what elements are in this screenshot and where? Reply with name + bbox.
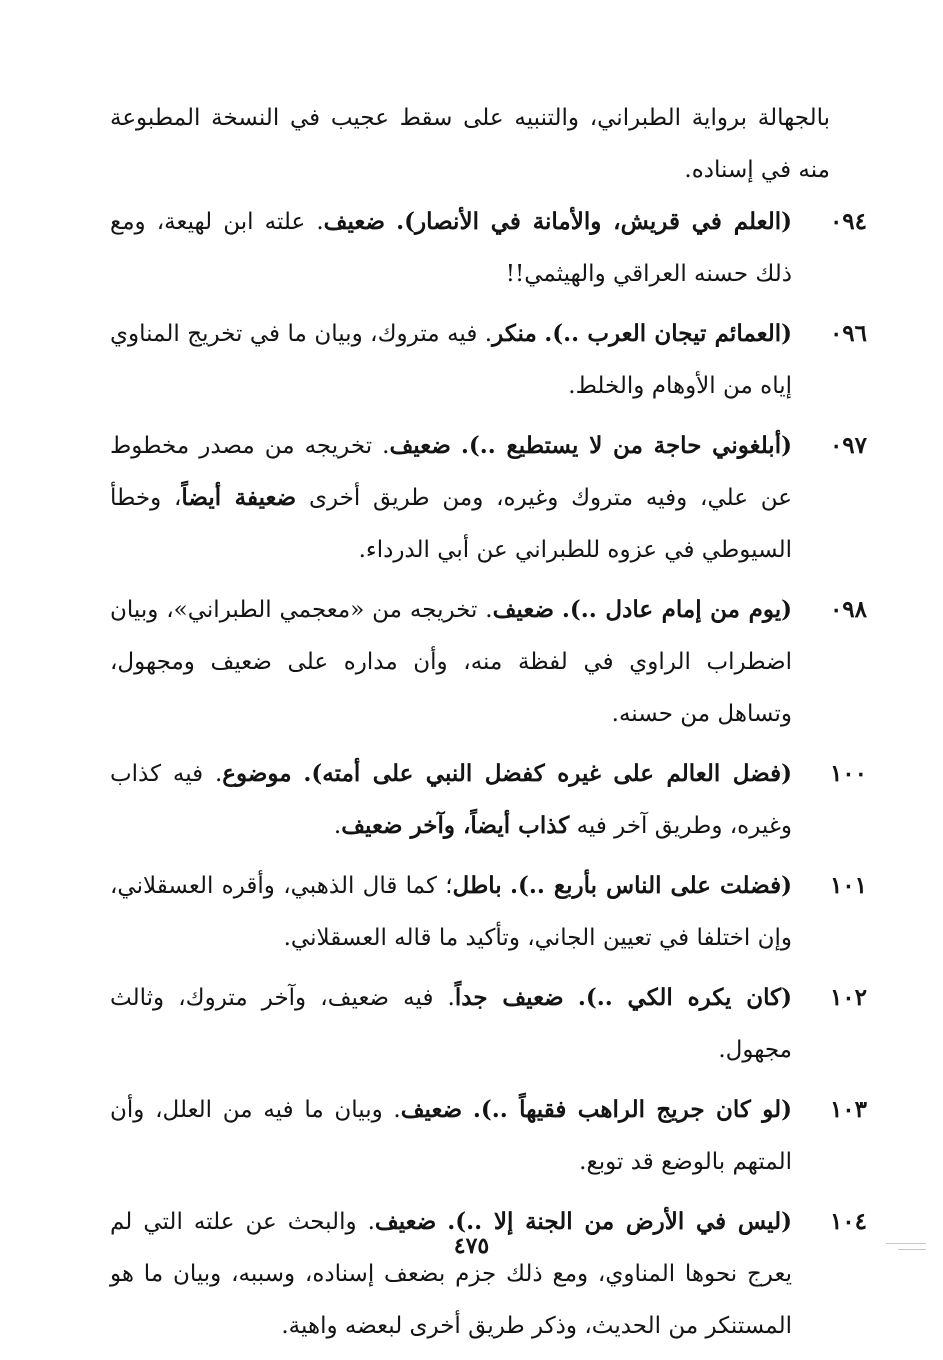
entry-comment: . والبحث عن علته التي لم يعرج نحوها المناوي، ومع ذلك جزم بضعف إسناده، وسببه، وبيان ما هو المستنكر من الحديث، وذكر طريق أخرى لبعضه واهية. [110, 1209, 792, 1339]
entry-text [110, 584, 792, 740]
list-item [0, 1196, 943, 1352]
entry-number: ١٠٢ [829, 984, 867, 1011]
entry-number: ١٠٣ [829, 1096, 867, 1123]
continuation-paragraph: بالجهالة برواية الطبراني، والتنبيه على سقط عجيب في النسخة المطبوعة منه في إسناده. [110, 105, 830, 183]
verdict: موضوع [222, 760, 292, 787]
entry-text [110, 860, 792, 964]
verdict: منكر [492, 320, 537, 347]
verdict: ضعيف جداً [454, 984, 564, 1011]
scan-speck [898, 1249, 926, 1250]
entry-number: ٠٩٤ [829, 208, 867, 235]
entry-comment: . فيه كذاب وغيره، وطريق آخر فيه [110, 761, 792, 839]
hadith-title: (أبلغوني حاجة من لا يستطيع ..). [460, 432, 792, 459]
entry-text [110, 196, 792, 300]
emphasis: كذاب أيضاً، وآخر ضعيف [341, 812, 570, 839]
entry-number: ١٠١ [829, 872, 867, 899]
hadith-title: (فضل العالم على غيره كفضل النبي على أمته). [303, 760, 793, 787]
hadith-title: (العلم في قريش، والأمانة في الأنصار). [396, 208, 793, 235]
list-item [0, 1084, 943, 1188]
list-item [0, 196, 943, 300]
entry-number: ١٠٠ [829, 760, 867, 787]
entry-number: ٠٩٦ [829, 320, 867, 347]
emphasis: ضعيفة أيضاً [181, 484, 297, 511]
verdict: ضعيف [389, 432, 451, 459]
entry-comment: . علته ابن لهيعة، ومع ذلك حسنه العراقي والهيثمي!! [110, 209, 792, 287]
list-item [0, 420, 943, 576]
entry-comment: . فيه ضعيف، وآخر متروك، وثالث مجهول. [110, 985, 792, 1063]
entry-comment-tail: ، وخطأ السيوطي في عزوه للطبراني عن أبي الدرداء. [110, 485, 792, 563]
entry-text [110, 748, 792, 852]
scan-speck [886, 1243, 926, 1244]
entry-number: ٠٩٨ [829, 596, 867, 623]
entry-text [110, 420, 792, 576]
entry-text [110, 1196, 792, 1352]
verdict: ضعيف [492, 596, 554, 623]
entry-comment-tail: . [333, 813, 342, 839]
entry-comment: . وبيان ما فيه من العلل، وأن المتهم بالوضع قد توبع. [110, 1097, 792, 1175]
entry-number: ١٠٤ [829, 1208, 867, 1235]
verdict: ضعيف [374, 1208, 437, 1235]
entry-text [110, 308, 792, 412]
page-number: ٤٧٥ [453, 1233, 490, 1259]
hadith-title: (لو كان جريج الراهب فقيهاً ..). [472, 1096, 792, 1123]
verdict: ضعيف [400, 1096, 463, 1123]
hadith-title: (يوم من إمام عادل ..). [561, 596, 792, 623]
entry-number: ٠٩٧ [829, 432, 867, 459]
list-item [0, 972, 943, 1076]
entries-list [0, 196, 943, 1360]
hadith-title: (ليس في الأرض من الجنة إلا ..). [447, 1208, 792, 1235]
entry-comment: . تخريجه من مصدر مخطوط عن علي، وفيه متروك وغيره، ومن طريق أخرى [110, 433, 792, 511]
list-item [0, 860, 943, 964]
list-item [0, 308, 943, 412]
list-item [0, 748, 943, 852]
hadith-title: (كان يكره الكي ..). [577, 984, 792, 1011]
entry-comment: . فيه متروك، وبيان ما في تخريج المناوي إياه من الأوهام والخلط. [110, 321, 792, 399]
entry-comment: . تخريجه من «معجمي الطبراني»، وبيان اضطراب الراوي في لفظة منه، وأن مداره على ضعيف ومجهول، وتساهل من حسنه. [110, 597, 792, 727]
entry-text [110, 972, 792, 1076]
hadith-title: (فضلت على الناس بأربع ..). [509, 872, 792, 899]
hadith-title: (العمائم تيجان العرب ..). [544, 320, 792, 347]
entry-comment: ؛ كما قال الذهبي، وأقره العسقلاني، وإن اختلفا في تعيين الجاني، وتأكيد ما قاله العسقلاني. [110, 873, 792, 951]
entry-text [110, 1084, 792, 1188]
list-item [0, 584, 943, 740]
verdict: ضعيف [323, 208, 386, 235]
verdict: باطل [452, 872, 502, 899]
